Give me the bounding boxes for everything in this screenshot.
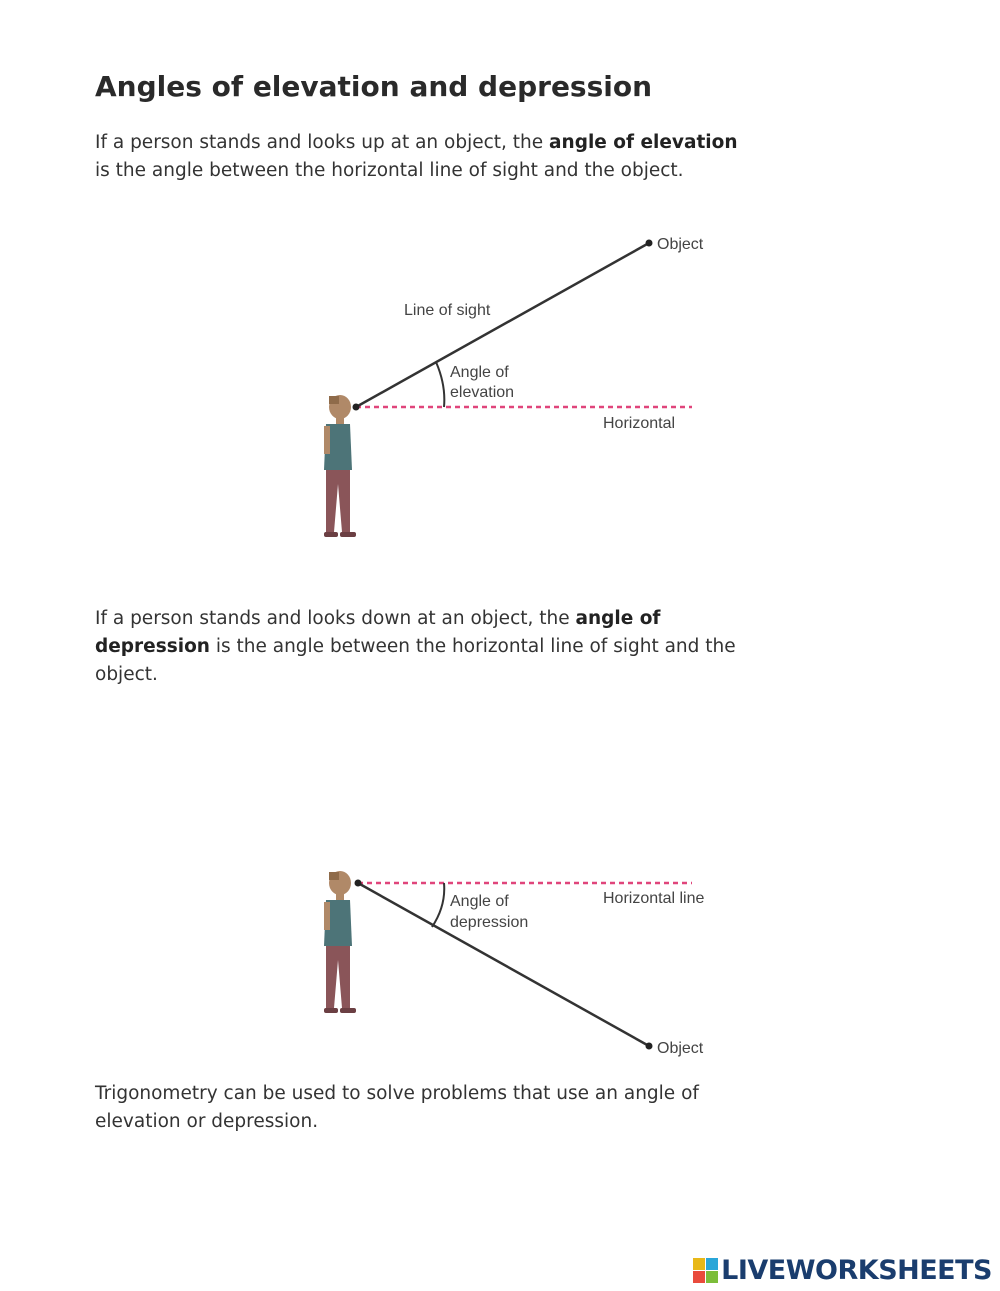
horizontal-label: Horizontal xyxy=(603,415,676,432)
depression-text-after: is the angle between the horizontal line of sight and the object. xyxy=(95,636,736,685)
object-label-2: Object xyxy=(657,1040,704,1057)
depression-text-before: If a person stands and looks down at an object, the xyxy=(95,608,576,629)
angle-label-line2: elevation xyxy=(450,384,515,401)
horizontal-line-label: Horizontal line xyxy=(603,890,705,907)
eye-point-2 xyxy=(355,880,362,887)
person-figure-depression xyxy=(324,871,356,1013)
elevation-text-after: is the angle between the horizontal line of sight and the object. xyxy=(95,160,684,181)
page-title: Angles of elevation and depression xyxy=(95,70,653,103)
liveworksheets-logo xyxy=(693,1250,992,1290)
logo-icon xyxy=(693,1258,718,1283)
line-of-sight-label: Line of sight xyxy=(404,302,491,319)
object-point-2 xyxy=(646,1043,653,1050)
depression-term: angle of depression xyxy=(95,608,661,657)
elevation-text-before: If a person stands and looks up at an object, the xyxy=(95,132,550,153)
angle-label-line1: Angle of xyxy=(450,364,509,381)
depression-angle-arc xyxy=(432,883,444,927)
trigonometry-note: Trigonometry can be used to solve problems that use an angle of elevation or depression. xyxy=(95,1083,699,1132)
elevation-term: angle of elevation xyxy=(549,132,738,153)
angle-label-line1-2: Angle of xyxy=(450,893,509,910)
angle-label-line2-2: depression xyxy=(450,914,529,931)
logo-text: LIVEWORKSHEETS xyxy=(721,1254,992,1286)
object-label: Object xyxy=(657,236,704,253)
